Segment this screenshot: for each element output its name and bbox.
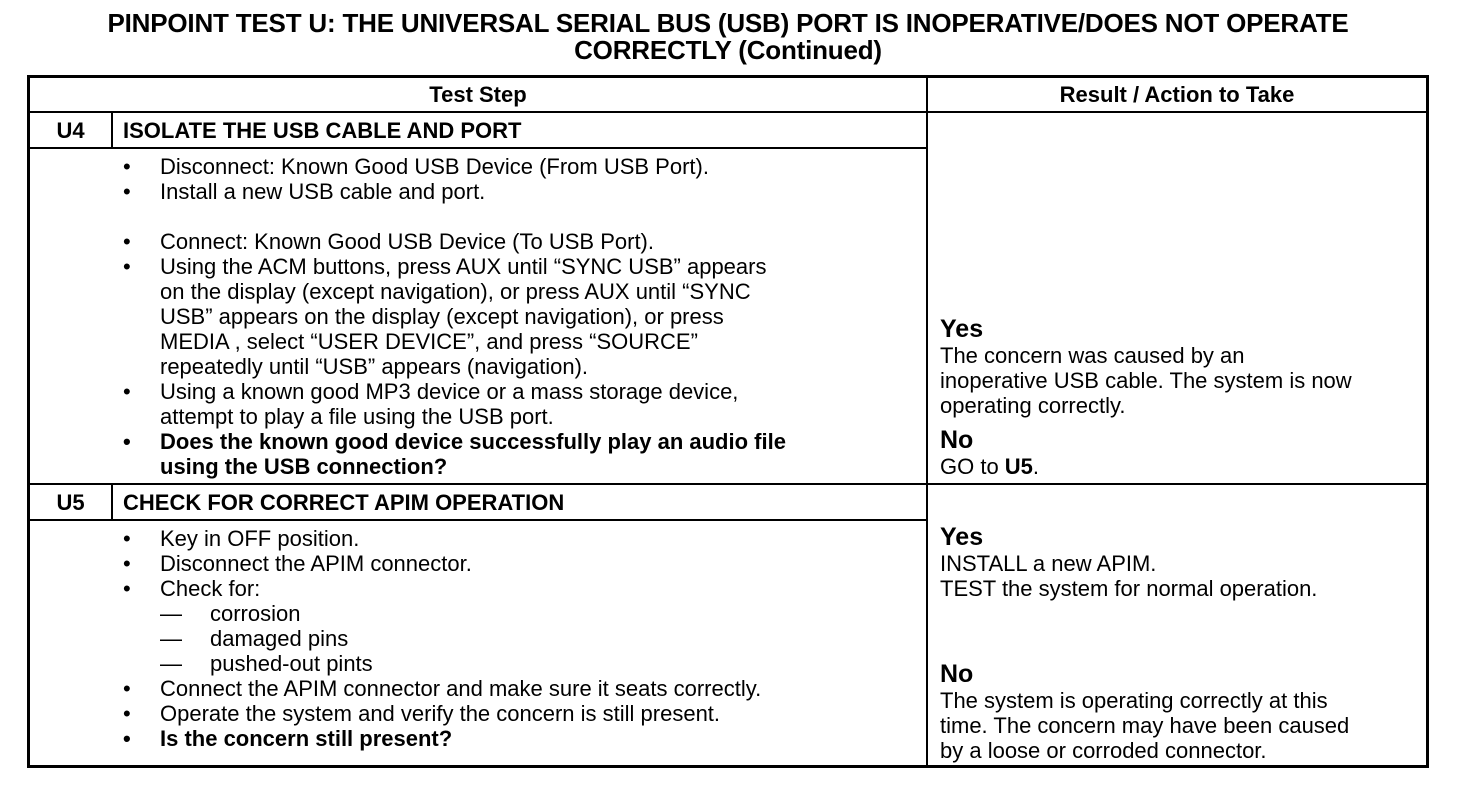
spacer: [123, 204, 786, 229]
sub-list-item: [123, 601, 761, 626]
sub-item-text: damaged pins: [210, 626, 349, 651]
title-line-2: CORRECTLY (Continued): [574, 35, 882, 65]
yes-label: Yes: [940, 315, 984, 343]
step-title-u4: ISOLATE THE USB CABLE AND PORT: [123, 118, 522, 143]
dash-icon: —: [160, 626, 182, 651]
title-line-1: PINPOINT TEST U: THE UNIVERSAL SERIAL BUS (USB) PORT IS INOPERATIVE/DOES NOT OPERATE: [107, 8, 1349, 38]
u5-question: [123, 726, 761, 751]
dash-icon: —: [160, 651, 182, 676]
list-item: [123, 576, 761, 601]
step-title-u5: CHECK FOR CORRECT APIM OPERATION: [123, 490, 565, 515]
result-text: inoperative USB cable. The system is now: [940, 368, 1352, 393]
list-item: [123, 254, 786, 279]
result-text: time. The concern may have been caused: [940, 713, 1350, 738]
u4-result-yes: [940, 316, 1352, 418]
result-text: operating correctly.: [940, 393, 1126, 418]
result-text: The system is operating correctly at this: [940, 688, 1328, 713]
list-item-continuation: [123, 329, 786, 354]
bullet-icon: •: [123, 254, 131, 279]
u5-result-no: [940, 661, 1349, 763]
list-item-text: Connect the APIM connector and make sure it seats correctly.: [160, 676, 762, 701]
bullet-icon: •: [123, 526, 131, 551]
yes-label: Yes: [940, 523, 984, 551]
header-test-step: Test Step: [429, 82, 527, 107]
list-item-text: Operate the system and verify the concern is still present.: [160, 701, 721, 726]
bullet-icon: •: [123, 551, 131, 576]
bullet-icon: •: [123, 179, 131, 204]
sub-item-text: corrosion: [210, 601, 301, 626]
list-item-text: repeatedly until “USB” appears (navigation).: [160, 354, 589, 379]
step-divider: [27, 483, 1429, 485]
header-divider: [27, 111, 1429, 113]
no-label: No: [940, 660, 974, 688]
step-reference-link[interactable]: U5: [1004, 454, 1033, 479]
bullet-icon: •: [123, 701, 131, 726]
bullet-icon: •: [123, 726, 131, 751]
u5-result-yes: [940, 524, 1317, 601]
sub-item-text: pushed-out pints: [210, 651, 373, 676]
list-item-continuation: [123, 279, 786, 304]
table-border-left: [27, 75, 30, 768]
u4-title-divider: [27, 147, 927, 149]
step-id-u5: U5: [56, 490, 85, 515]
period-text: .: [1032, 454, 1040, 479]
list-item: [123, 551, 761, 576]
u4-question-continuation: [123, 454, 786, 479]
dash-icon: —: [160, 601, 182, 626]
list-item: [123, 676, 761, 701]
question-text: Is the concern still present?: [160, 726, 453, 751]
list-item-continuation: [123, 354, 786, 379]
u4-test-steps: [123, 154, 786, 479]
list-item: [123, 701, 761, 726]
list-item: [123, 379, 786, 404]
list-item-text: on the display (except navigation), or press AUX until “SYNC: [160, 279, 751, 304]
u4-result-no: [940, 427, 1039, 479]
table-border-bottom: [27, 765, 1429, 768]
list-item-text: Install a new USB cable and port.: [160, 179, 486, 204]
u4-id-divider: [111, 111, 113, 149]
list-item-text: Using a known good MP3 device or a mass storage device,: [160, 379, 739, 404]
list-item-continuation: [123, 404, 786, 429]
go-to-text: GO to: [940, 454, 1005, 479]
no-label: No: [940, 426, 974, 454]
list-item: [123, 526, 761, 551]
bullet-icon: •: [123, 379, 131, 404]
result-text: by a loose or corroded connector.: [940, 738, 1267, 763]
step-id-u4: U4: [56, 118, 85, 143]
u5-test-steps: [123, 526, 761, 751]
bullet-icon: •: [123, 676, 131, 701]
bullet-icon: •: [123, 154, 131, 179]
result-text: TEST the system for normal operation.: [940, 576, 1318, 601]
list-item: [123, 229, 786, 254]
result-text: The concern was caused by an: [940, 343, 1245, 368]
column-divider: [926, 75, 928, 768]
list-item-text: Disconnect: Known Good USB Device (From USB Port).: [160, 154, 709, 179]
u4-question: [123, 429, 786, 454]
list-item-continuation: [123, 304, 786, 329]
question-text: using the USB connection?: [160, 454, 448, 479]
list-item-text: Using the ACM buttons, press AUX until “SYNC USB” appears: [160, 254, 767, 279]
bullet-icon: •: [123, 229, 131, 254]
list-item-text: Connect: Known Good USB Device (To USB Port).: [160, 229, 654, 254]
sub-list-item: [123, 626, 761, 651]
header-result-action: Result / Action to Take: [1059, 82, 1295, 107]
sub-list-item: [123, 651, 761, 676]
question-text: Does the known good device successfully play an audio file: [160, 429, 786, 454]
list-item-text: Key in OFF position.: [160, 526, 360, 551]
bullet-icon: •: [123, 429, 131, 454]
list-item: [123, 179, 786, 204]
u5-id-divider: [111, 483, 113, 521]
table-border-top: [27, 75, 1429, 78]
list-item: [123, 154, 786, 179]
result-text: INSTALL a new APIM.: [940, 551, 1157, 576]
table-border-right: [1426, 75, 1429, 768]
u5-title-divider: [27, 519, 927, 521]
bullet-icon: •: [123, 576, 131, 601]
list-item-text: Disconnect the APIM connector.: [160, 551, 472, 576]
result-text: [940, 454, 1039, 479]
list-item-text: attempt to play a file using the USB port.: [160, 404, 554, 429]
list-item-text: MEDIA , select “USER DEVICE”, and press “SOURCE”: [160, 329, 698, 354]
list-item-text: USB” appears on the display (except navigation), or press: [160, 304, 724, 329]
list-item-text: Check for:: [160, 576, 261, 601]
